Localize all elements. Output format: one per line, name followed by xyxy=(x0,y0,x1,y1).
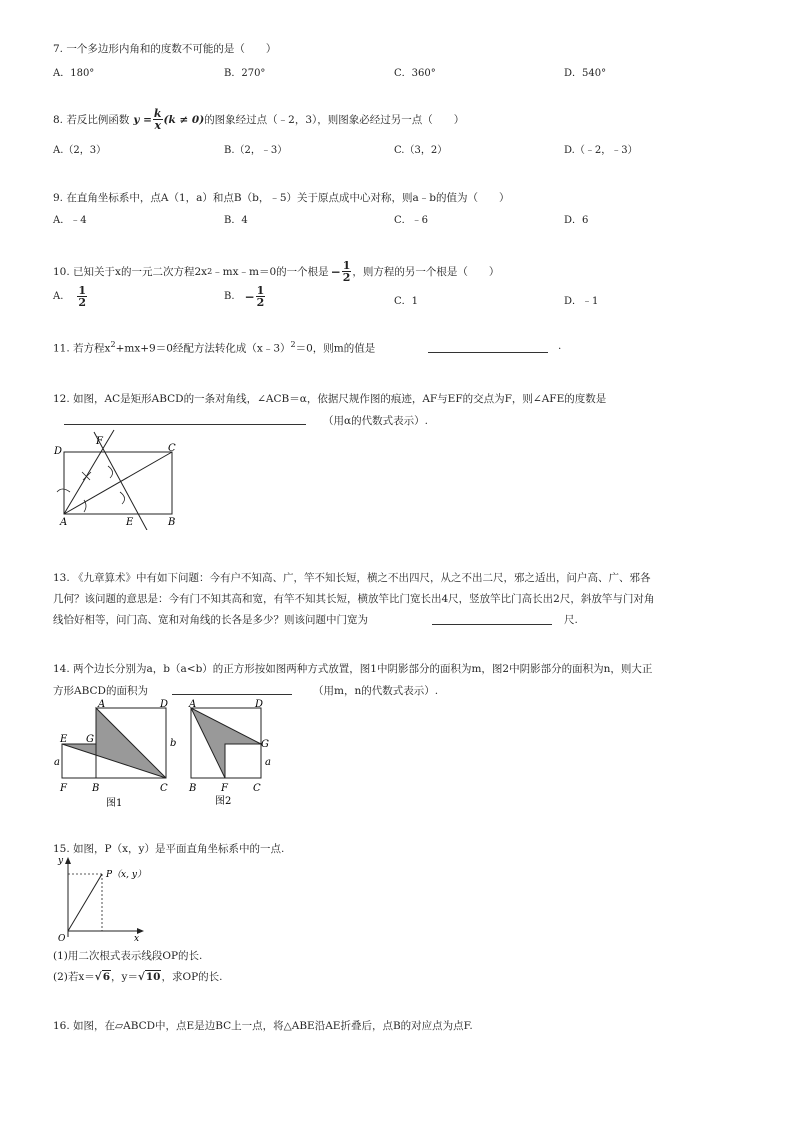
y-axis-arrow-icon xyxy=(65,857,71,864)
q8-option-b: B.（2，﹣3） xyxy=(224,145,288,156)
q8-formula-fraction xyxy=(153,108,163,131)
q15-sqrt2: 10 xyxy=(145,971,161,983)
sqrt-icon: √ xyxy=(137,970,145,983)
small-square xyxy=(225,744,261,778)
q12-rectangle-figure xyxy=(50,428,190,530)
q13-line1: 13. 《九章算术》中有如下问题：今有户不知高、广，竿不知长短，横之不出四尺，从之不出二尺，邪之适出，问户高、广、邪各 xyxy=(53,572,651,584)
q14-line1: 14. 两个边长分别为a，b（a<b）的正方形按如图两种方式放置，图1中阴影部分的面积为m，图2中阴影部分的面积为n，则大正 xyxy=(53,663,653,675)
label-c: C xyxy=(168,443,176,454)
q14-tail: （用m，n的代数式表示）. xyxy=(313,685,439,697)
fig2-label-d: D xyxy=(255,699,264,710)
q9-option-b: B．4 xyxy=(224,215,248,226)
q11-answer-blank[interactable] xyxy=(428,352,548,353)
q11-stem xyxy=(53,340,375,356)
q10-option-b-num: 1 xyxy=(256,284,265,297)
fig2-label-b: B xyxy=(189,783,197,794)
q9-option-c: C．﹣6 xyxy=(394,215,429,226)
fig2-label-f: F xyxy=(221,783,228,794)
q7-option-c: C．360° xyxy=(394,68,436,79)
q7-stem: 7. 一个多边形内角和的度数不可能的是（ ） xyxy=(53,43,277,55)
q15-sqrt1: 6 xyxy=(102,971,111,983)
q10-option-a-num: 1 xyxy=(78,284,87,297)
q9-stem: 9. 在直角坐标系中，点A（1，a）和点B（b，﹣5）关于原点成中心对称，则a﹣b的值为（ ） xyxy=(53,192,510,204)
q13-line3: 线恰好相等，问门高、宽和对角线的长各是多少？则该问题中门宽为 xyxy=(53,614,368,626)
fig2-label-g: G xyxy=(261,739,269,750)
q8-formula-cond: (k ≠ 0) xyxy=(163,113,205,126)
q15-stem: 15. 如图，P（x，y）是平面直角坐标系中的一点. xyxy=(53,843,285,855)
q11-stem-pre: 11. 若方程x xyxy=(53,342,111,355)
fig1-label-b-side: b xyxy=(170,738,177,749)
fig1-label-d: D xyxy=(160,699,169,710)
fig1-label-f: F xyxy=(60,783,67,794)
q11-stem-mid: +mx+9＝0经配方法转化成（x﹣3） xyxy=(115,342,291,355)
q9-option-a: A．﹣4 xyxy=(53,215,87,226)
q10-root-den: 2 xyxy=(342,271,351,284)
q10-option-a-fraction xyxy=(77,285,87,308)
q14-figure-1 xyxy=(50,696,190,812)
fig1-label-a: A xyxy=(98,699,106,710)
q8-formula-y: y = xyxy=(133,113,152,126)
fig2-label-c: C xyxy=(253,783,261,794)
label-f: F xyxy=(96,436,103,447)
q10-option-c: C．1 xyxy=(394,296,419,307)
q15-sub2-post: ，求OP的长. xyxy=(161,971,223,983)
q7-option-d: D．540° xyxy=(564,68,607,79)
q11-end: . xyxy=(558,340,562,352)
q8-formula-den: x xyxy=(154,119,162,132)
q10-root-fraction xyxy=(342,260,352,283)
label-a: A xyxy=(60,517,68,528)
q15-sub1: (1)用二次根式表示线段OP的长. xyxy=(53,950,203,962)
label-y: y xyxy=(58,856,64,866)
label-e: E xyxy=(126,517,134,528)
q10-option-a-den: 2 xyxy=(78,296,87,309)
shaded-region-1 xyxy=(62,708,166,778)
q16-stem: 16. 如图，在▱ABCD中，点E是边BC上一点，将△ABE沿AE折叠后，点B的对应点为点F. xyxy=(53,1020,473,1032)
label-x: x xyxy=(134,934,140,944)
sqrt-icon: √ xyxy=(94,970,102,983)
fig1-label-e: E xyxy=(60,734,68,745)
q10-option-b-fraction xyxy=(256,285,266,308)
q15-sub2-pre: (2)若x＝ xyxy=(53,971,95,983)
q15-sub2 xyxy=(53,969,223,984)
q13-answer-blank[interactable] xyxy=(432,624,552,625)
label-o: O xyxy=(58,934,66,944)
q10-option-b-den: 2 xyxy=(256,296,265,309)
fig1-label-a-side: a xyxy=(54,757,60,768)
q10-stem-mid: ﹣mx﹣m＝0的一个根是 xyxy=(212,266,329,278)
diagonal-ac xyxy=(64,452,172,514)
label-d: D xyxy=(54,446,63,457)
q12-tail: （用α的代数式表示）. xyxy=(323,415,428,427)
q8-stem xyxy=(53,108,464,131)
q10-root-num: 1 xyxy=(342,259,351,272)
q12-stem: 12. 如图，AC是矩形ABCD的一条对角线，∠ACB＝α，依据尺规作图的痕迹，AF与EF的交点为F，则∠AFE的度数是 xyxy=(53,393,607,405)
q14-figure-2 xyxy=(185,696,285,812)
q11-sup2: 2 xyxy=(290,340,296,349)
q13-line2: 几何？该问题的意思是：今有门不知其高和宽，有竿不知其长短，横放竿比门宽长出4尺，竖放竿比门高长出2尺，斜放竿与门对角 xyxy=(53,593,655,605)
q12-answer-blank[interactable] xyxy=(64,424,306,425)
q11-sup1: 2 xyxy=(110,340,116,349)
q13-unit: 尺. xyxy=(564,614,578,626)
arc-mark-4 xyxy=(120,492,125,504)
q7-option-a: A．180° xyxy=(53,68,95,79)
fig2-caption: 图2 xyxy=(215,796,232,807)
line-af xyxy=(64,430,114,514)
q15-sub2-mid: ，y＝ xyxy=(111,971,138,983)
q10-stem xyxy=(53,260,499,283)
label-p: P（x, y） xyxy=(106,870,146,880)
q8-stem-post: 的图象经过点（﹣2，3），则图象必经过另一点（ ） xyxy=(204,114,465,126)
fig1-label-b: B xyxy=(92,783,100,794)
q10-option-a-label: A. xyxy=(53,291,64,302)
q10-option-a xyxy=(53,285,88,308)
q7-option-b: B．270° xyxy=(224,68,266,79)
arc-mark-3 xyxy=(108,466,113,478)
fig2-label-a-side: a xyxy=(265,757,271,768)
q15-coordinate-figure xyxy=(54,853,154,945)
q8-option-a: A.（2，3） xyxy=(53,145,107,156)
q10-option-d: D．﹣1 xyxy=(564,296,599,307)
q10-sup: 2 xyxy=(207,267,213,276)
fig2-label-a: A xyxy=(189,699,197,710)
fig1-label-g: G xyxy=(86,734,94,745)
fig1-label-c: C xyxy=(160,783,168,794)
fig1-caption: 图1 xyxy=(106,798,123,809)
q10-root-sign: − xyxy=(330,264,341,279)
q10-option-b-sign: − xyxy=(244,289,255,304)
q14-answer-blank[interactable] xyxy=(172,694,292,695)
q8-option-c: C.（3，2） xyxy=(394,145,448,156)
shaded-region-2 xyxy=(191,708,261,778)
segment-op xyxy=(68,874,102,931)
q14-line2: 方形ABCD的面积为 xyxy=(53,685,148,697)
cross-mark xyxy=(82,472,91,480)
label-b: B xyxy=(168,517,176,528)
q10-stem-post: ，则方程的另一个根是（ ） xyxy=(352,266,500,278)
q10-option-b-label: B. xyxy=(224,291,235,302)
q9-option-d: D．6 xyxy=(564,215,589,226)
q10-option-b xyxy=(224,285,266,308)
q10-stem-pre: 10. 已知关于x的一元二次方程2x xyxy=(53,266,208,278)
q8-option-d: D.（﹣2，﹣3） xyxy=(564,145,638,156)
q11-stem-post: ＝0，则m的值是 xyxy=(295,342,376,355)
q8-stem-pre: 8. 若反比例函数 xyxy=(53,114,130,126)
q8-formula-num: k xyxy=(153,107,162,120)
